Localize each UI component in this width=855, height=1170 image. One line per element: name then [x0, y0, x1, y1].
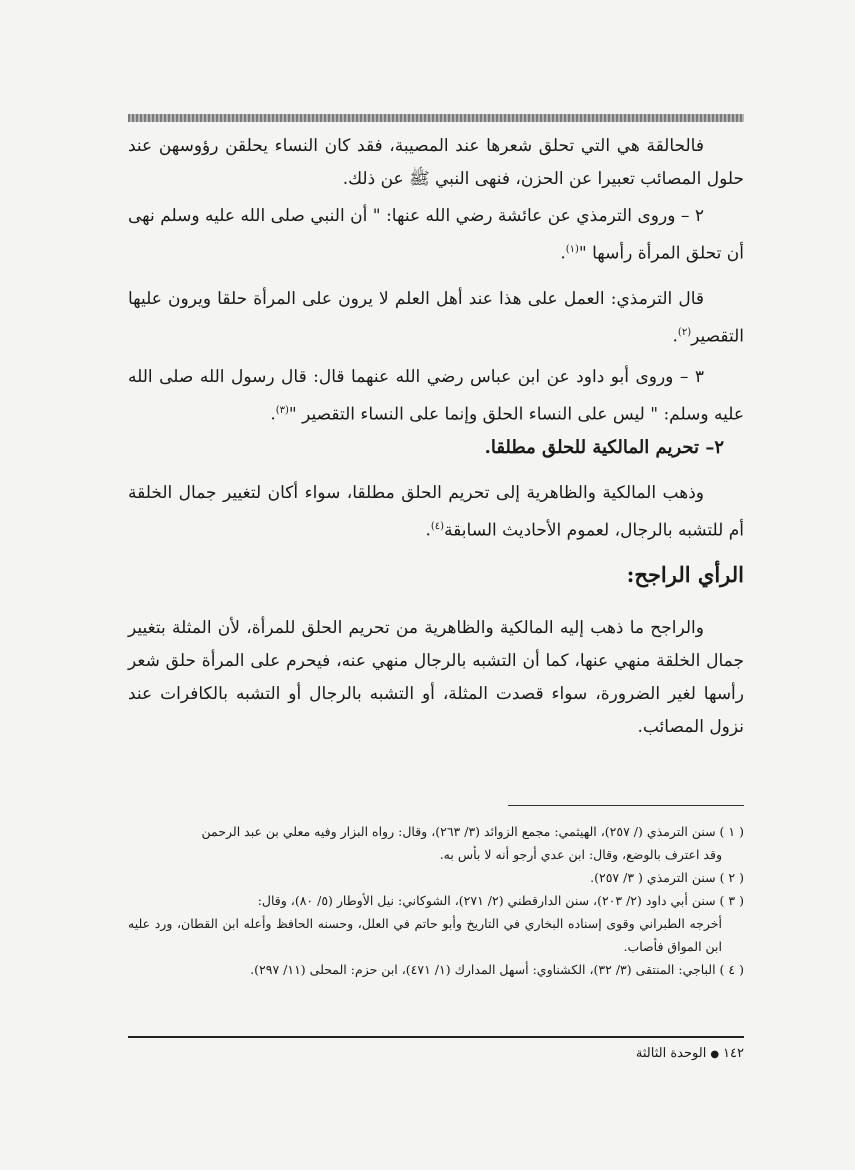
body-paragraph-1: فالحالقة هي التي تحلق شعرها عند المصيبة، فقد كان النساء يحلقن رؤوسهن عند حلول المصائب تعبيرا عن الحزن، فنهى النبي ﷺ عن ذلك. — [128, 136, 744, 189]
section-heading-preferred-opinion: الرأي الراجح: — [626, 562, 744, 587]
footer-rule — [128, 1036, 744, 1038]
hadith-text: ٢ – وروى الترمذي عن عائشة رضي الله عنها: " أن النبي صلى الله عليه وسلم نهى أن تحلق المرأة رأسها " — [128, 206, 744, 264]
page-footer — [128, 1046, 744, 1061]
footnote-ref-4[interactable]: (٤) — [430, 521, 445, 532]
bullet-icon: ● — [710, 1049, 720, 1060]
body-paragraph-5: وذهب المالكية والظاهرية إلى تحريم الحلق مطلقا، سواء أكان لتغيير جمال الخلقة أم للتشبه بالرجال، لعموم الأحاديث السابقة$^{(٤)}$. — [128, 483, 744, 541]
footnote-1-continued: وقد اعترف بالوضع، وقال: ابن عدي أرجو أنه لا بأس به. — [439, 847, 722, 862]
footnote-3-continued: أخرجه الطبراني وقوى إسناده البخاري في التاريخ وأبو حاتم في العلل، وحسنه الحافظ وأعله ابن القطان، ورد عليه ابن المواق فأصاب. — [128, 916, 722, 954]
footnote-1: ( ١ ) سنن الترمذي (/ ٢٥٧)، الهيثمي: مجمع الزوائد (٣/ ٢٦٣)، وقال: رواه البزار وفيه معلي بن عبد الرحمن — [201, 824, 744, 839]
footnote-ref-3[interactable]: (٣) — [275, 405, 289, 416]
page-number: ١٤٢ — [723, 1046, 744, 1061]
footnote-2: ( ٢ ) سنن الترمذي ( ٣/ ٢٥٧). — [590, 870, 744, 885]
body-paragraph-4: ٣ – وروى أبو داود عن ابن عباس رضي الله عنهما قال: قال رسول الله صلى الله عليه وسلم: " ليس على النساء الحلق وإنما على النساء التقصير "$^{(٣)}$. — [128, 367, 744, 425]
footnotes — [128, 820, 744, 981]
body-paragraph-3: قال الترمذي: العمل على هذا عند أهل العلم لا يرون على المرأة حلقا ويرون عليها التقصير$^{(٢)}$. — [128, 289, 744, 347]
unit-label: الوحدة الثالثة — [635, 1046, 707, 1061]
body-paragraph-6: والراجح ما ذهب إليه المالكية والظاهرية من تحريم الحلق للمرأة، لأن المثلة بتغيير جمال الخلقة منهي عنها، كما أن التشبه بالرجال منهي عنه، فيحرم على المرأة حلق شعر رأسها لغير الضرورة، سواء قصدت المثلة، أو التشبه بالرجال أو التشبه بالكافرات عند نزول المصائب. — [128, 618, 744, 737]
footnote-4: ( ٤ ) الباجي: المنتقى (٣/ ٣٢)، الكشناوي: أسهل المدارك (١/ ٤٧١)، ابن حزم: المحلى (١١/ ٢٩٧). — [250, 962, 744, 977]
section-heading-maliki: ٢– تحريم المالكية للحلق مطلقا. — [484, 437, 724, 458]
top-decorative-rule — [128, 114, 744, 122]
footnote-ref-2[interactable]: (٢) — [677, 327, 692, 338]
footnote-ref-1[interactable]: (١) — [565, 244, 579, 255]
body-paragraph-2: ٢ – وروى الترمذي عن عائشة رضي الله عنها: " أن النبي صلى الله عليه وسلم نهى أن تحلق المرأة رأسها "$^{(١)}$. — [128, 206, 744, 264]
footnote-3: ( ٣ ) سنن أبي داود (٢/ ٢٠٣)، سنن الدارقطني (٢/ ٢٧١)، الشوكاني: نيل الأوطار (٥/ ٨٠)، وقال: — [257, 893, 744, 908]
footnote-separator — [508, 805, 744, 806]
